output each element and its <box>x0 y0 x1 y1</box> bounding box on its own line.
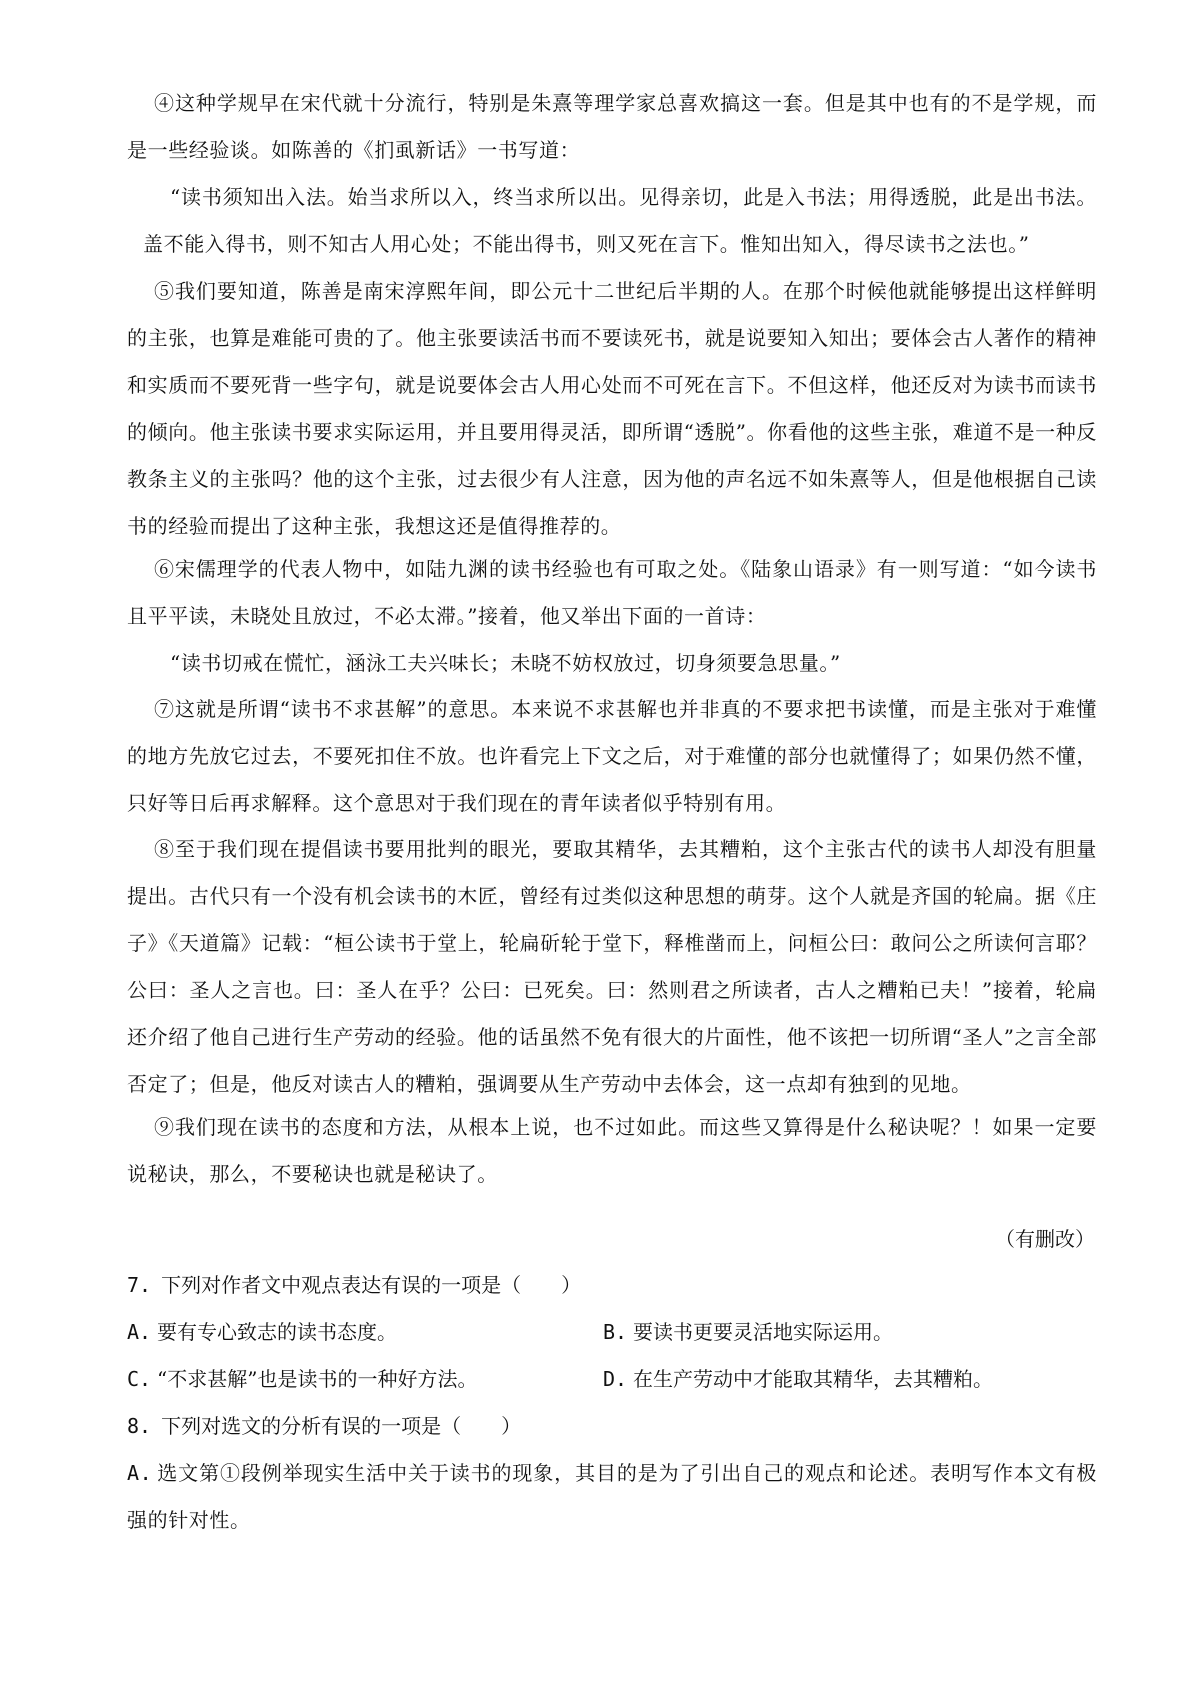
option-text: 选文第①段例举现实生活中关于读书的现象，其目的是为了引出自己的观点和论述。表明写作本文有极强的针对性。 <box>127 1461 1097 1532</box>
option-letter: A. <box>127 1461 153 1485</box>
paragraph-9: ⑨我们现在读书的态度和方法，从根本上说，也不过如此。而这些又算得是什么秘诀呢？！如果一定要说秘诀，那么，不要秘诀也就是秘诀了。 <box>127 1115 1097 1186</box>
paragraph-4: ④这种学规早在宋代就十分流行，特别是朱熹等理学家总喜欢搞这一套。但是其中也有的不是学规，而是一些经验谈。如陈善的《扪虱新话》一书写道： <box>127 91 1097 162</box>
paragraph-8: ⑧至于我们现在提倡读书要用批判的眼光，要取其精华，去其糟粕，这个主张古代的读书人却没有胆量提出。古代只有一个没有机会读书的木匠，曾经有过类似这种思想的萌芽。这个人就是齐国的轮扁。据《庄子》《天道篇》记载：“桓公读书于堂上，轮扁斫轮于堂下，释椎凿而上，问桓公曰：敢问公之所读何言耶？公曰：圣人之言也。曰：圣人在乎？公曰：已死矣。曰：然则君之所读者，古人之糟粕已夫！”接着，轮扁还介绍了他自己进行生产劳动的经验。他的话虽然不免有很大的片面性，他不该把一切所谓“圣人”之言全部否定了；但是，他反对读古人的糟粕，强调要从生产劳动中去体会，这一点却有独到的见地。 <box>127 837 1097 1096</box>
source-note: （有删改） <box>995 1227 1095 1251</box>
option-7b[interactable] <box>603 1309 893 1356</box>
option-letter: C. <box>127 1367 152 1391</box>
option-7a[interactable] <box>127 1309 397 1356</box>
option-text: “不求甚解”也是读书的一种好方法。 <box>157 1367 478 1391</box>
question-8 <box>127 1403 521 1450</box>
option-text: 在生产劳动中才能取其精华，去其糟粕。 <box>633 1367 993 1391</box>
option-7c[interactable] <box>127 1356 477 1403</box>
quote-chen-shan: “读书须知出入法。始当求所以入，终当求所以出。见得亲切，此是入书法；用得透脱，此是出书法。盖不能入得书，则不知古人用心处；不能出得书，则又死在言下。惟知出知入，得尽读书之法也。” <box>143 185 1097 256</box>
question-number: 8. <box>127 1414 152 1438</box>
question-stem: 下列对作者文中观点表达有误的一项是（ ） <box>161 1273 582 1297</box>
question-stem: 下列对选文的分析有误的一项是（ ） <box>161 1414 522 1438</box>
quote-poem: “读书切戒在慌忙，涵泳工夫兴味长；未晓不妨权放过，切身须要急思量。” <box>170 651 841 675</box>
paragraph-6: ⑥宋儒理学的代表人物中，如陆九渊的读书经验也有可取之处。《陆象山语录》有一则写道：“如今读书且平平读，未晓处且放过，不必太滞。”接着，他又举出下面的一首诗： <box>127 557 1097 628</box>
option-8a[interactable] <box>127 1450 1097 1544</box>
paragraph-7: ⑦这就是所谓“读书不求甚解”的意思。本来说不求甚解也并非真的不要求把书读懂，而是主张对于难懂的地方先放它过去，不要死扣住不放。也许看完上下文之后，对于难懂的部分也就懂得了；如果仍然不懂，只好等日后再求解释。这个意思对于我们现在的青年读者似乎特别有用。 <box>127 697 1097 815</box>
option-letter: A. <box>127 1320 152 1344</box>
question-7 <box>127 1262 581 1309</box>
option-text: 要读书更要灵活地实际运用。 <box>633 1320 893 1344</box>
option-letter: D. <box>603 1367 628 1391</box>
option-7d[interactable] <box>603 1356 993 1403</box>
option-letter: B. <box>603 1320 628 1344</box>
option-text: 要有专心致志的读书态度。 <box>157 1320 397 1344</box>
question-number: 7. <box>127 1273 152 1297</box>
paragraph-5: ⑤我们要知道，陈善是南宋淳熙年间，即公元十二世纪后半期的人。在那个时候他就能够提出这样鲜明的主张，也算是难能可贵的了。他主张要读活书而不要读死书，就是说要知入知出；要体会古人著作的精神和实质而不要死背一些字句，就是说要体会古人用心处而不可死在言下。不但这样，他还反对为读书而读书的倾向。他主张读书要求实际运用，并且要用得灵活，即所谓“透脱”。你看他的这些主张，难道不是一种反教条主义的主张吗？他的这个主张，过去很少有人注意，因为他的声名远不如朱熹等人，但是他根据自己读书的经验而提出了这种主张，我想这还是值得推荐的。 <box>127 279 1097 538</box>
